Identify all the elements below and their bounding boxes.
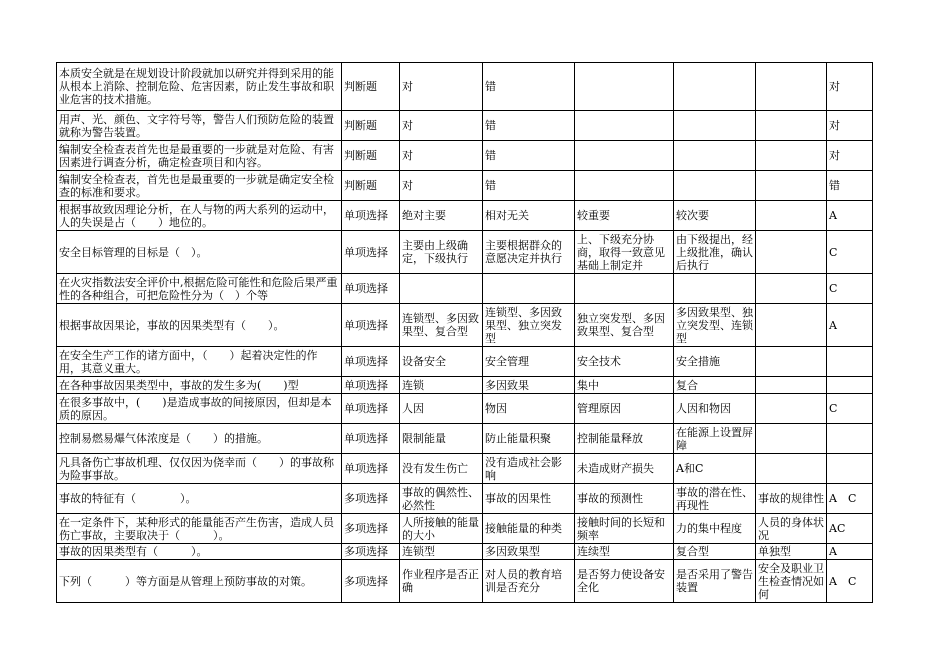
option-a-cell: 绝对主要: [400, 201, 483, 231]
question-cell: 事故的因果类型有（ ）。: [57, 544, 342, 560]
question-cell: 在火灾指数法安全评价中,根据危险可能性和危险后果严重性的各种组合，可把危险性分为（ ）个等: [57, 274, 342, 304]
option-d-cell: A和C: [674, 454, 756, 484]
table-row: [57, 231, 873, 274]
type-cell: 判断题: [342, 141, 400, 171]
option-d-cell: 是否采用了警告装置: [674, 560, 756, 603]
option-e-cell: [756, 231, 827, 274]
option-a-cell: 人因: [400, 394, 483, 424]
answer-cell: [827, 347, 873, 377]
option-a-cell: 连锁型: [400, 544, 483, 560]
type-cell: 单项选择: [342, 201, 400, 231]
option-d-cell: 较次要: [674, 201, 756, 231]
answer-cell: C: [827, 274, 873, 304]
option-e-cell: [756, 201, 827, 231]
option-a-cell: 对: [400, 171, 483, 201]
option-c-cell: 上、下级充分协商，取得一致意见基础上制定并: [575, 231, 674, 274]
answer-cell: 对: [827, 141, 873, 171]
type-cell: 多项选择: [342, 544, 400, 560]
option-d-cell: [674, 63, 756, 111]
table-row: [57, 544, 873, 560]
option-b-cell: 相对无关: [483, 201, 575, 231]
answer-cell: A C: [827, 560, 873, 603]
table-row: [57, 63, 873, 111]
option-e-cell: [756, 111, 827, 141]
table-row: [57, 560, 873, 603]
option-d-cell: 力的集中程度: [674, 514, 756, 544]
question-cell: 凡具备伤亡事故机理、仅仅因为侥幸而（ ）的事故称为险事事故。: [57, 454, 342, 484]
option-e-cell: [756, 347, 827, 377]
option-e-cell: [756, 304, 827, 347]
type-cell: 单项选择: [342, 454, 400, 484]
option-d-cell: 安全措施: [674, 347, 756, 377]
type-cell: 多项选择: [342, 560, 400, 603]
option-e-cell: 事故的规律性: [756, 484, 827, 514]
option-c-cell: 独立突发型、多因致果型、复合型: [575, 304, 674, 347]
option-d-cell: [674, 171, 756, 201]
type-cell: 判断题: [342, 111, 400, 141]
option-c-cell: 安全技术: [575, 347, 674, 377]
option-e-cell: [756, 141, 827, 171]
question-cell: 下列（ ）等方面是从管理上预防事故的对策。: [57, 560, 342, 603]
option-c-cell: [575, 63, 674, 111]
table-row: [57, 171, 873, 201]
option-e-cell: [756, 394, 827, 424]
answer-cell: 对: [827, 63, 873, 111]
option-c-cell: [575, 274, 674, 304]
type-cell: 单项选择: [342, 231, 400, 274]
table-row: [57, 141, 873, 171]
option-c-cell: [575, 141, 674, 171]
option-b-cell: 错: [483, 141, 575, 171]
option-b-cell: 多因致果: [483, 377, 575, 394]
option-d-cell: [674, 111, 756, 141]
question-cell: 编制安全检查表首先也是最重要的一步就是对危险、有害因素进行调查分析，确定检查项目和内容。: [57, 141, 342, 171]
type-cell: 判断题: [342, 171, 400, 201]
question-cell: 在很多事故中，( )是造成事故的间接原因，但却是本质的原因。: [57, 394, 342, 424]
option-e-cell: [756, 63, 827, 111]
option-c-cell: 是否努力使设备安全化: [575, 560, 674, 603]
option-d-cell: 由下级提出，经上级批准，确认后执行: [674, 231, 756, 274]
answer-cell: AC: [827, 514, 873, 544]
option-e-cell: 人员的身体状况: [756, 514, 827, 544]
answer-cell: 错: [827, 171, 873, 201]
option-b-cell: 对人员的教育培训是否充分: [483, 560, 575, 603]
question-cell: 根据事故因果论，事故的因果类型有（ ）。: [57, 304, 342, 347]
option-c-cell: [575, 171, 674, 201]
table-row: [57, 484, 873, 514]
type-cell: 判断题: [342, 63, 400, 111]
answer-cell: [827, 424, 873, 454]
table-row: [57, 274, 873, 304]
question-cell: 编制安全检查表，首先也是最重要的一步就是确定安全检查的标准和要求。: [57, 171, 342, 201]
option-b-cell: 事故的因果性: [483, 484, 575, 514]
question-cell: 事故的特征有（ ）。: [57, 484, 342, 514]
option-d-cell: 复合型: [674, 544, 756, 560]
option-e-cell: 单独型: [756, 544, 827, 560]
option-d-cell: 多因致果型、独立突发型、连锁型: [674, 304, 756, 347]
option-d-cell: 事故的潜在性、再现性: [674, 484, 756, 514]
question-cell: 在安全生产工作的诸方面中，（ ）起着决定性的作用，其意义重大。: [57, 347, 342, 377]
option-c-cell: 接触时间的长短和频率: [575, 514, 674, 544]
question-cell: 本质安全就是在规划设计阶段就加以研究并得到采用的能从根本上消除、控制危险、危害因素，防止发生事故和职业危害的技术措施。: [57, 63, 342, 111]
option-e-cell: [756, 377, 827, 394]
type-cell: 多项选择: [342, 484, 400, 514]
option-b-cell: 接触能量的种类: [483, 514, 575, 544]
table-row: [57, 514, 873, 544]
option-e-cell: 安全及职业卫生检查情况如何: [756, 560, 827, 603]
option-a-cell: 人所接触的能量的大小: [400, 514, 483, 544]
option-e-cell: [756, 171, 827, 201]
option-a-cell: 对: [400, 141, 483, 171]
table-row: [57, 111, 873, 141]
question-cell: 在一定条件下，某种形式的能量能否产生伤害，造成人员伤亡事故，主要取决于（ ）。: [57, 514, 342, 544]
option-b-cell: 主要根据群众的意愿决定并执行: [483, 231, 575, 274]
option-a-cell: 没有发生伤亡: [400, 454, 483, 484]
type-cell: 多项选择: [342, 514, 400, 544]
table-row: [57, 304, 873, 347]
answer-cell: [827, 377, 873, 394]
option-a-cell: [400, 274, 483, 304]
option-d-cell: [674, 274, 756, 304]
answer-cell: A C: [827, 484, 873, 514]
type-cell: 单项选择: [342, 377, 400, 394]
table-row: [57, 454, 873, 484]
option-a-cell: 设备安全: [400, 347, 483, 377]
type-cell: 单项选择: [342, 424, 400, 454]
option-a-cell: 作业程序是否正确: [400, 560, 483, 603]
option-a-cell: 对: [400, 63, 483, 111]
question-cell: 用声、光、颜色、文字符号等，警告人们预防危险的装置就称为警告装置。: [57, 111, 342, 141]
answer-cell: A: [827, 544, 873, 560]
answer-cell: A: [827, 304, 873, 347]
option-d-cell: 人因和物因: [674, 394, 756, 424]
option-b-cell: 物因: [483, 394, 575, 424]
type-cell: 单项选择: [342, 304, 400, 347]
option-d-cell: 在能源上设置屏障: [674, 424, 756, 454]
answer-cell: C: [827, 231, 873, 274]
option-c-cell: 连续型: [575, 544, 674, 560]
table-row: [57, 347, 873, 377]
table-row: [57, 201, 873, 231]
question-cell: 安全目标管理的目标是（ ）。: [57, 231, 342, 274]
option-a-cell: 连锁: [400, 377, 483, 394]
question-table: [56, 62, 873, 603]
type-cell: 单项选择: [342, 347, 400, 377]
option-b-cell: 没有造成社会影响: [483, 454, 575, 484]
answer-cell: C: [827, 394, 873, 424]
option-b-cell: 连锁型、多因致果型、独立突发型: [483, 304, 575, 347]
type-cell: 单项选择: [342, 274, 400, 304]
type-cell: 单项选择: [342, 394, 400, 424]
option-e-cell: [756, 454, 827, 484]
option-c-cell: 未造成财产损失: [575, 454, 674, 484]
option-d-cell: 复合: [674, 377, 756, 394]
option-c-cell: 较重要: [575, 201, 674, 231]
option-e-cell: [756, 424, 827, 454]
option-a-cell: 连锁型、多因致果型、复合型: [400, 304, 483, 347]
option-a-cell: 事故的偶然性、必然性: [400, 484, 483, 514]
option-b-cell: [483, 274, 575, 304]
option-b-cell: 错: [483, 171, 575, 201]
option-b-cell: 错: [483, 111, 575, 141]
question-cell: 在各种事故因果类型中，事故的发生多为( )型: [57, 377, 342, 394]
question-cell: 根据事故致因理论分析，在人与物的两大系列的运动中，人的失误是占（ ）地位的。: [57, 201, 342, 231]
question-cell: 控制易燃易爆气体浓度是（ ）的措施。: [57, 424, 342, 454]
option-a-cell: 对: [400, 111, 483, 141]
option-c-cell: 管理原因: [575, 394, 674, 424]
answer-cell: [827, 454, 873, 484]
option-e-cell: [756, 274, 827, 304]
option-c-cell: [575, 111, 674, 141]
answer-cell: 对: [827, 111, 873, 141]
option-b-cell: 多因致果型: [483, 544, 575, 560]
table-row: [57, 424, 873, 454]
option-c-cell: 事故的预测性: [575, 484, 674, 514]
option-b-cell: 错: [483, 63, 575, 111]
answer-cell: A: [827, 201, 873, 231]
option-b-cell: 防止能量积聚: [483, 424, 575, 454]
table-row: [57, 394, 873, 424]
table-row: [57, 377, 873, 394]
option-b-cell: 安全管理: [483, 347, 575, 377]
option-a-cell: 限制能量: [400, 424, 483, 454]
option-a-cell: 主要由上级确定，下级执行: [400, 231, 483, 274]
option-c-cell: 集中: [575, 377, 674, 394]
option-d-cell: [674, 141, 756, 171]
option-c-cell: 控制能量释放: [575, 424, 674, 454]
